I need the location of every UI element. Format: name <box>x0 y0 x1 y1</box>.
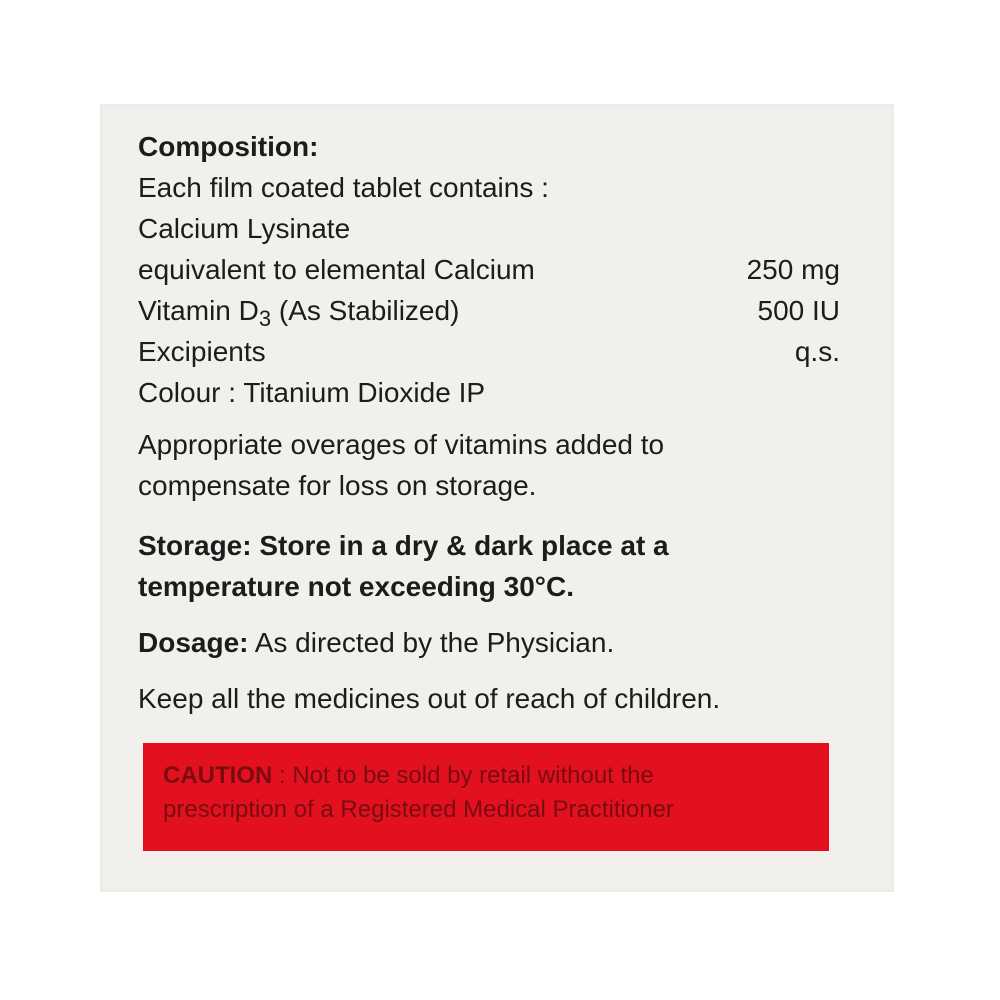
caution-box <box>143 743 829 851</box>
overages-block <box>138 424 868 506</box>
storage-line-1: Storage: Store in a dry & dark place at a <box>138 530 669 561</box>
overages-line-2: compensate for loss on storage. <box>138 470 537 501</box>
excipients-row <box>138 331 868 372</box>
keep-away-text: Keep all the medicines out of reach of children. <box>138 683 721 714</box>
excipients-label: Excipients <box>138 336 266 367</box>
storage-block <box>138 525 868 607</box>
excipients-value: q.s. <box>794 336 840 367</box>
keep-away-block <box>138 678 868 719</box>
composition-line-1: Each film coated tablet contains : <box>138 172 549 203</box>
calcium-label: equivalent to elemental Calcium <box>138 254 535 285</box>
calcium-row <box>138 249 868 290</box>
dosage-label: Dosage: <box>138 627 249 658</box>
caution-label: CAUTION <box>163 762 273 789</box>
carton-panel <box>100 104 894 892</box>
vitamin-row <box>138 290 868 331</box>
vitamin-value: 500 IU <box>757 295 840 326</box>
storage-line-2: temperature not exceeding 30°C. <box>138 571 574 602</box>
vitamin-subscript: 3 <box>258 306 272 331</box>
calcium-value: 250 mg <box>746 254 840 285</box>
overages-line-1: Appropriate overages of vitamins added to <box>138 429 665 460</box>
dosage-text: As directed by the Physician. <box>248 627 615 658</box>
composition-heading: Composition: <box>138 131 319 162</box>
composition-line-2: Calcium Lysinate <box>138 213 351 244</box>
caution-line-2: prescription of a Registered Medical Practitioner <box>163 796 674 823</box>
vitamin-label-b: (As Stabilized) <box>271 295 460 326</box>
caution-text <box>163 759 674 827</box>
colour-row: Colour : Titanium Dioxide IP <box>138 377 486 408</box>
vitamin-label-a: Vitamin D <box>138 295 259 326</box>
composition-block <box>138 126 868 413</box>
caution-line-1: : Not to be sold by retail without the <box>272 762 654 789</box>
dosage-block <box>138 622 868 663</box>
